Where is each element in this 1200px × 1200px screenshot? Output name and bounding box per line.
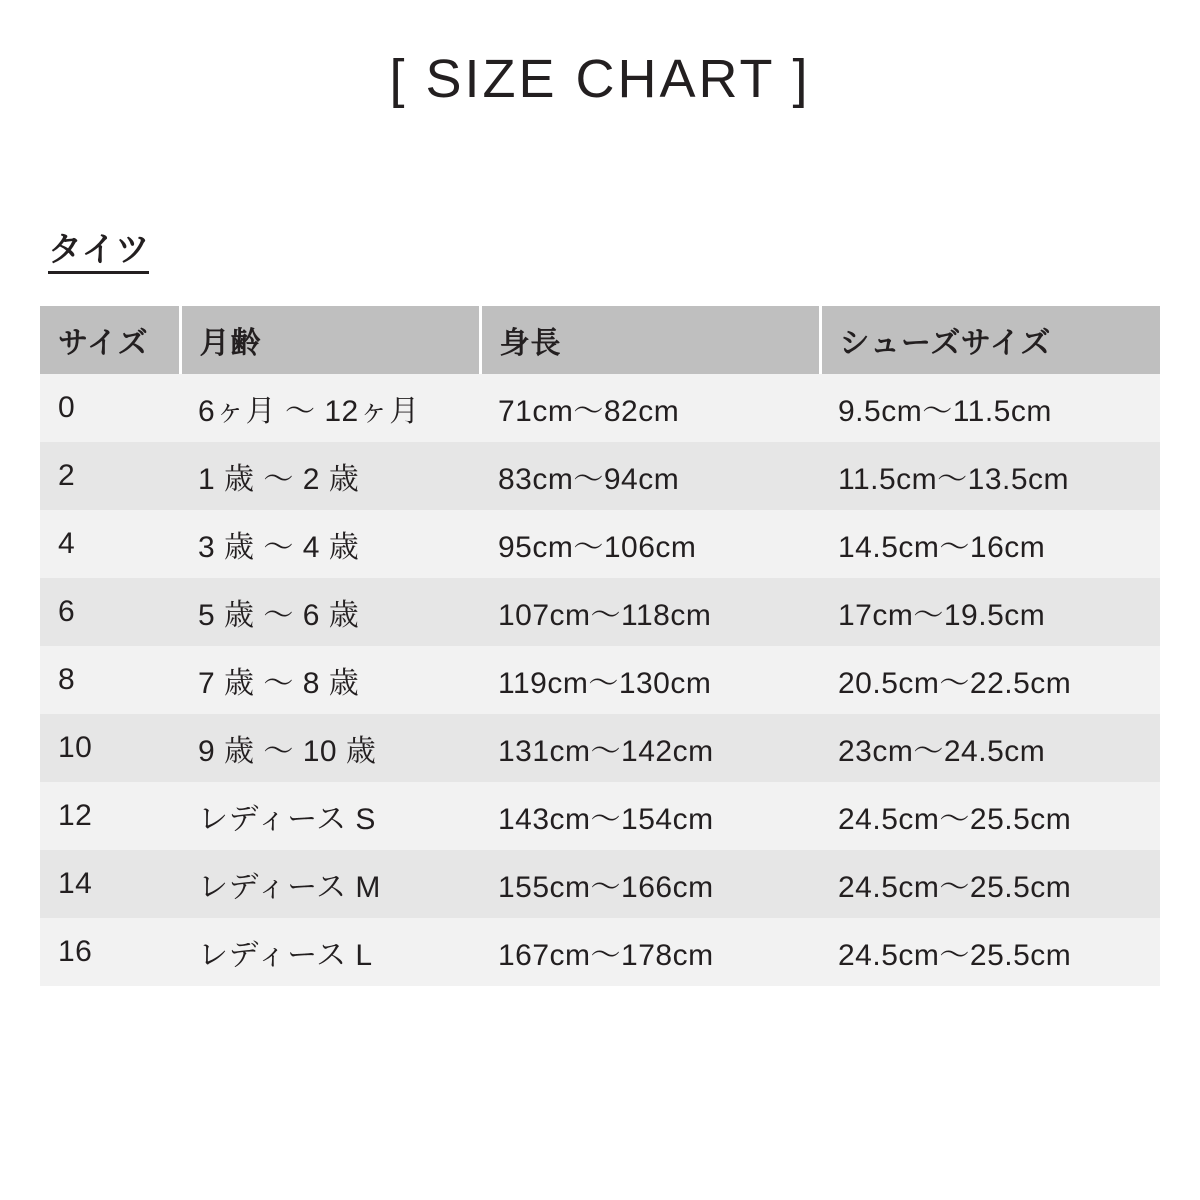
cell-age: 3 歳 〜 4 歳 bbox=[198, 531, 360, 564]
table-body bbox=[40, 374, 1160, 986]
table-row bbox=[40, 782, 1160, 850]
cell-height: 95cm〜106cm bbox=[498, 531, 697, 564]
cell-shoe-size: 17cm〜19.5cm bbox=[838, 599, 1046, 632]
table-row bbox=[40, 510, 1160, 578]
cell-shoe-size: 24.5cm〜25.5cm bbox=[838, 803, 1072, 836]
cell-size: 16 bbox=[58, 935, 93, 968]
table-row bbox=[40, 578, 1160, 646]
table-row bbox=[40, 442, 1160, 510]
cell-shoe-size: 24.5cm〜25.5cm bbox=[838, 939, 1072, 972]
column-header-height: 身長 bbox=[480, 306, 820, 374]
cell-age: レディース L bbox=[198, 939, 373, 972]
table-row bbox=[40, 918, 1160, 986]
cell-size: 0 bbox=[58, 391, 76, 424]
cell-age: 5 歳 〜 6 歳 bbox=[198, 599, 360, 632]
cell-size: 14 bbox=[58, 867, 93, 900]
cell-age: 1 歳 〜 2 歳 bbox=[198, 463, 360, 496]
cell-shoe-size: 11.5cm〜13.5cm bbox=[838, 463, 1070, 496]
cell-age: 6ヶ月 〜 12ヶ月 bbox=[198, 395, 420, 428]
column-header-age: 月齢 bbox=[180, 306, 480, 374]
cell-shoe-size: 23cm〜24.5cm bbox=[838, 735, 1046, 768]
cell-shoe-size: 20.5cm〜22.5cm bbox=[838, 667, 1072, 700]
cell-size: 12 bbox=[58, 799, 93, 832]
cell-height: 71cm〜82cm bbox=[498, 395, 680, 428]
column-header-size: サイズ bbox=[40, 306, 180, 374]
cell-height: 119cm〜130cm bbox=[498, 667, 712, 700]
cell-size: 8 bbox=[58, 663, 76, 696]
table-row bbox=[40, 714, 1160, 782]
cell-height: 131cm〜142cm bbox=[498, 735, 714, 768]
cell-shoe-size: 14.5cm〜16cm bbox=[838, 531, 1046, 564]
table-row bbox=[40, 850, 1160, 918]
table-header-row bbox=[40, 306, 1160, 374]
cell-height: 155cm〜166cm bbox=[498, 871, 714, 904]
cell-age: 9 歳 〜 10 歳 bbox=[198, 735, 377, 768]
table-row bbox=[40, 374, 1160, 442]
cell-shoe-size: 24.5cm〜25.5cm bbox=[838, 871, 1072, 904]
table-row bbox=[40, 646, 1160, 714]
cell-size: 6 bbox=[58, 595, 76, 628]
cell-height: 83cm〜94cm bbox=[498, 463, 680, 496]
column-header-shoe-size: シューズサイズ bbox=[820, 306, 1160, 374]
section-heading-tights: タイツ bbox=[48, 232, 149, 274]
cell-height: 143cm〜154cm bbox=[498, 803, 714, 836]
table-header bbox=[40, 306, 1160, 374]
cell-shoe-size: 9.5cm〜11.5cm bbox=[838, 395, 1052, 428]
cell-size: 10 bbox=[58, 731, 93, 764]
cell-height: 107cm〜118cm bbox=[498, 599, 712, 632]
cell-age: レディース S bbox=[198, 803, 376, 836]
cell-size: 4 bbox=[58, 527, 76, 560]
cell-age: 7 歳 〜 8 歳 bbox=[198, 667, 360, 700]
size-table bbox=[40, 306, 1160, 986]
page-title: [ SIZE CHART ] bbox=[389, 49, 811, 109]
cell-size: 2 bbox=[58, 459, 76, 492]
cell-age: レディース M bbox=[198, 871, 381, 904]
cell-height: 167cm〜178cm bbox=[498, 939, 714, 972]
